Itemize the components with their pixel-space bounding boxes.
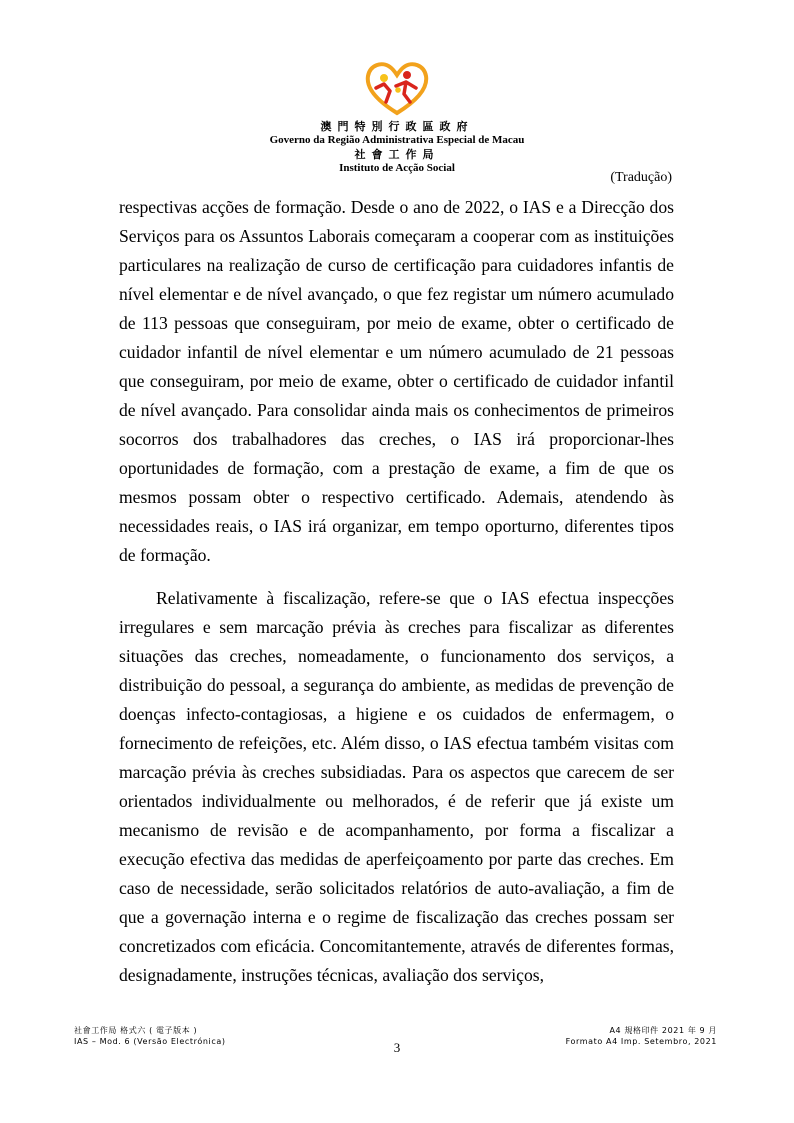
org-name-portuguese: Governo da Região Administrativa Especial de Macau (269, 134, 525, 146)
paragraph: respectivas acções de formação. Desde o ano de 2022, o IAS e a Direcção dos Serviços para os Assuntos Laborais começaram a cooperar com as instituições particulares na realização de curso de certificação para cuidadores infantis de nível elementar e de nível avançado, o que fez registar um número acumulado de 113 pessoas que conseguiram, por meio de exame, obter o certificado de cuidador infantil de nível elementar e um número acumulado de 21 pessoas que conseguiram, por meio de exame, obter o certificado de cuidador infantil de nível avançado. Para consolidar ainda mais os conhecimentos de primeiros socorros dos trabalhadores das creches, o IAS irá proporcionar-lhes oportunidades de formação, com a prestação de exame, a fim de que os mesmos possam obter o respectivo certificado. Ademais, atendendo às necessidades reais, o IAS irá organizar, em tempo oporturno, diferentes tipos de formação. (119, 197, 674, 565)
ias-logo-icon (362, 58, 432, 116)
footer-form-portuguese: IAS – Mod. 6 (Versão Electrónica) (74, 1037, 226, 1046)
footer-format-portuguese: Formato A4 Imp. Setembro, 2021 (565, 1037, 717, 1046)
org-name-chinese: 澳門特別行政區政府 (320, 121, 474, 133)
page-number: 3 (393, 1040, 401, 1055)
footer-print-format (566, 1025, 717, 1047)
letterhead (0, 58, 794, 174)
document-body (119, 193, 674, 990)
dept-name-portuguese: Instituto de Acção Social (339, 162, 455, 174)
translation-note: (Tradução) (610, 170, 672, 185)
footer-form-chinese: 社會工作局 格式六 ( 電子版本 ) (74, 1026, 198, 1035)
footer-format-chinese: A4 規格印件 2021 年 9 月 (609, 1026, 717, 1035)
paragraph: Relativamente à fiscalização, refere-se que o IAS efectua inspecções irregulares e sem marcação prévia às creches para fiscalizar as diferentes situações das creches, nomeadamente, o funcionamento dos serviços, a distribuição do pessoal, a segurança do ambiente, as medidas de prevenção de doenças infecto-contagiosas, a higiene e os cuidados de enfermagem, o fornecimento de refeições, etc. Além disso, o IAS efectua também visitas com marcação prévia às creches subsidiadas. Para os aspectos que carecem de ser orientados individualmente ou melhorados, é de referir que já existe um mecanismo de revisão e de acompanhamento, por forma a fiscalizar a execução efectiva das medidas de aperfeiçoamento por parte das creches. Em caso de necessidade, serão solicitados relatórios de auto-avaliação, a fim de que a governação interna e o regime de fiscalização das creches possam ser concretizados com eficácia. Concomitantemente, através de diferentes formas, designadamente, instruções técnicas, avaliação dos serviços, (119, 588, 674, 985)
dept-name-chinese: 社會工作局 (354, 149, 440, 161)
